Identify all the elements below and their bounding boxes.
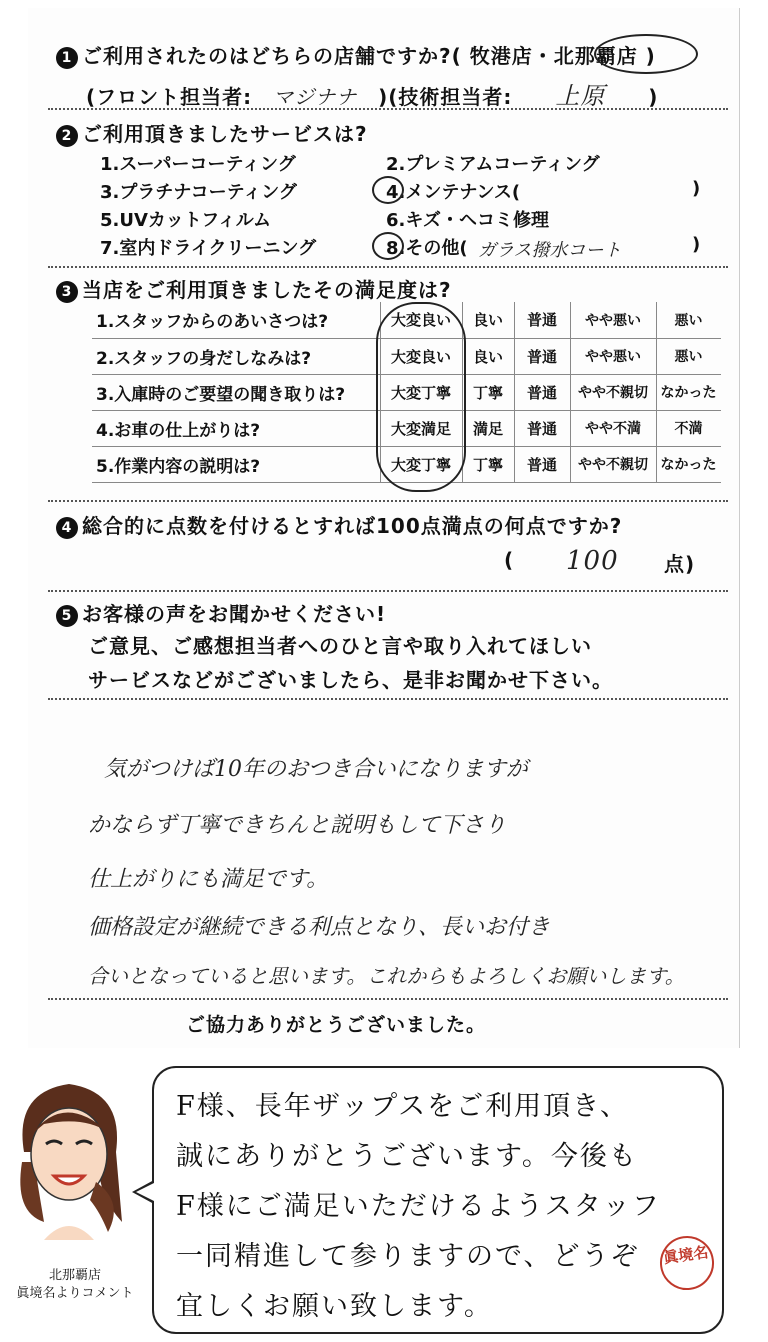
service-option-4: 4.メンテナンス( xyxy=(386,182,521,203)
staff-avatar-illustration xyxy=(4,1072,134,1242)
option-cell: 普通 xyxy=(514,446,570,482)
option-cell: なかった xyxy=(656,374,721,410)
option-cell: 普通 xyxy=(514,302,570,338)
option-cell: 大変良い xyxy=(380,338,462,374)
question-text: 総合的に点数を付けるとすれば100点満点の何点ですか? xyxy=(82,514,623,538)
front-staff-label: (フロント担当者: xyxy=(86,85,253,109)
speech-bubble-tail-inner xyxy=(136,1183,154,1201)
option-cell: やや悪い xyxy=(570,338,656,374)
question-5-sub-2: サービスなどがございましたら、是非お聞かせ下さい。 xyxy=(88,668,613,692)
front-staff-value: マジナナ xyxy=(273,85,358,109)
option-cell: 良い xyxy=(462,302,514,338)
option-cell: なかった xyxy=(656,446,721,482)
row-question: 2.スタッフの身だしなみは? xyxy=(92,338,380,374)
service-option-3: 3.プラチナコーティング xyxy=(100,182,297,203)
staff-row-close: ) xyxy=(648,85,659,109)
customer-comment-line: 仕上がりにも満足です。 xyxy=(88,867,329,892)
seal-text: 眞境名 xyxy=(662,1243,710,1268)
score-open: ( xyxy=(504,548,515,572)
tech-staff-label: )(技術担当者: xyxy=(378,85,513,109)
customer-comment-line: 合いとなっていると思います。これからもよろしくお願いします。 xyxy=(88,964,685,988)
customer-comment-line: 価格設定が継続できる利点となり、長いお付き xyxy=(88,915,551,940)
option-cell: やや不親切 xyxy=(570,446,656,482)
reply-line: F様、長年ザップスをご利用頂き、 xyxy=(176,1091,630,1122)
section-divider xyxy=(48,698,728,700)
row-question: 5.作業内容の説明は? xyxy=(92,446,380,482)
staff-caption-store: 北那覇店 xyxy=(48,1268,101,1283)
question-number: 3 xyxy=(56,281,78,303)
option-cell: やや不親切 xyxy=(570,374,656,410)
selected-option-circle xyxy=(372,232,404,260)
customer-comment-line: 気がつけば10年のおつき合いになりますが xyxy=(104,757,528,782)
thanks-text: ご協力ありがとうございました。 xyxy=(186,1014,487,1036)
question-number: 4 xyxy=(56,517,78,539)
question-4 xyxy=(56,510,622,539)
row-question: 3.入庫時のご要望の聞き取りは? xyxy=(92,374,380,410)
selected-store-circle xyxy=(594,34,698,74)
tech-staff-value: 上原 xyxy=(555,82,606,110)
option-cell: 普通 xyxy=(514,374,570,410)
question-text: ご利用されたのはどちらの店舗ですか?( 牧港店・北那覇店 ) xyxy=(82,44,656,68)
reply-line: 宜しくお願い致します。 xyxy=(176,1291,493,1322)
option-cell: 普通 xyxy=(514,338,570,374)
question-text: ご利用頂きましたサービスは? xyxy=(82,122,368,146)
option-cell: 大変丁寧 xyxy=(380,374,462,410)
option-cell: 悪い xyxy=(656,338,721,374)
option-cell: 大変丁寧 xyxy=(380,446,462,482)
option-cell: やや不満 xyxy=(570,410,656,446)
reply-line: F様にご満足いただけるようスタッフ xyxy=(176,1191,661,1222)
section-divider xyxy=(48,998,728,1000)
staff-caption-name: 眞境名よりコメント xyxy=(16,1286,134,1301)
question-3 xyxy=(56,274,452,303)
row-question: 4.お車の仕上がりは? xyxy=(92,410,380,446)
question-number: 5 xyxy=(56,605,78,627)
option-cell: 良い xyxy=(462,338,514,374)
option-cell: 大変満足 xyxy=(380,410,462,446)
selected-option-circle xyxy=(372,176,404,204)
question-5 xyxy=(56,598,386,627)
section-divider xyxy=(48,266,728,268)
staff-row xyxy=(86,76,658,111)
option-cell: やや悪い xyxy=(570,302,656,338)
section-divider xyxy=(48,108,728,110)
option-cell: 悪い xyxy=(656,302,721,338)
service-option-7: 7.室内ドライクリーニング xyxy=(100,238,317,259)
service-option-8: 8.その他( xyxy=(386,238,468,259)
section-divider xyxy=(48,500,728,502)
option-cell: 丁寧 xyxy=(462,446,514,482)
question-1 xyxy=(56,40,656,69)
service-option-6: 6.キズ・ヘコミ修理 xyxy=(386,210,550,231)
reply-line: 一同精進して参りますので、どうぞ xyxy=(176,1241,640,1272)
reply-line: 誠にありがとうございます。今後も xyxy=(176,1141,638,1172)
service-option-8-close: ) xyxy=(692,234,701,255)
option-cell: 丁寧 xyxy=(462,374,514,410)
service-option-2: 2.プレミアムコーティング xyxy=(386,154,600,175)
service-option-4-close: ) xyxy=(692,178,701,199)
question-2 xyxy=(56,118,368,147)
score-unit: 点) xyxy=(664,552,696,576)
question-5-sub-1: ご意見、ご感想担当者へのひと言や取り入れてほしい xyxy=(88,634,592,658)
selected-answers-loop xyxy=(376,302,466,492)
other-service-value: ガラス撥水コート xyxy=(478,240,622,261)
option-cell: 満足 xyxy=(462,410,514,446)
service-option-1: 1.スーパーコーティング xyxy=(100,154,296,175)
question-number: 2 xyxy=(56,125,78,147)
question-text: 当店をご利用頂きましたその満足度は? xyxy=(82,278,452,302)
service-option-5: 5.UVカットフィルム xyxy=(100,210,272,231)
option-cell: 普通 xyxy=(514,410,570,446)
option-cell: 大変良い xyxy=(380,302,462,338)
question-number: 1 xyxy=(56,47,78,69)
question-text: お客様の声をお聞かせください! xyxy=(82,602,387,626)
staff-avatar xyxy=(4,1072,134,1242)
customer-comment-line: かならず丁寧できちんと説明もして下さり xyxy=(88,813,507,838)
score-value: 100 xyxy=(566,546,619,576)
option-cell: 不満 xyxy=(656,410,721,446)
section-divider xyxy=(48,590,728,592)
row-question: 1.スタッフからのあいさつは? xyxy=(92,302,380,338)
